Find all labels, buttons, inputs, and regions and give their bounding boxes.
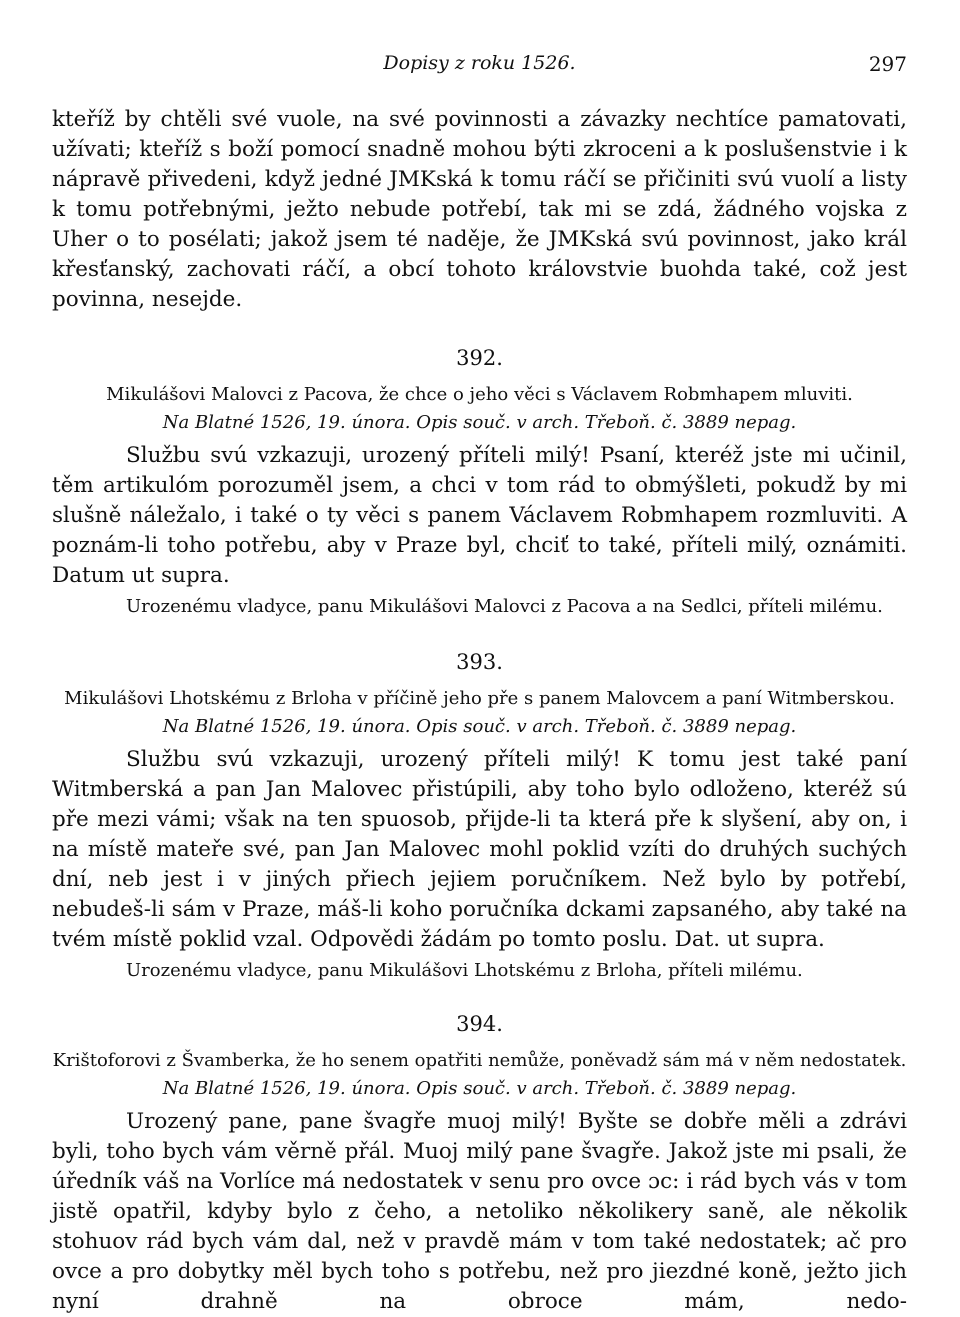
letter-number: 392. [456,346,503,370]
letter-text: Službu svú vzkazuji, urozený příteli milý! K tomu jest také paní Witmberská a pan Jan Malovec přistúpili, aby toho bylo odloženo, kteréž sú pře mezi vámi; však na ten spuosob, přijde-li ta která pře k slyšení, aby on, i na místě mateře své, pan Jan Malovec mohl poklid vzíti do druhých suchých dní, neb jest i v jiných přiech jejiem poručníkem. Než bylo by potřebí, nebudeš-li sám v Praze, máš-li koho poručníka dckami zapsaného, aby také na tvém místě poklid vzal. Odpovědi žádám po tomto poslu. Dat. ut supra. [52,747,907,952]
letter-text: Službu svú vzkazuji, urozený příteli milý! Psaní, kteréž jste mi učinil, těm artikulóm porozuměl jsem, a chci v tom rád to obmýšleti, pokudž by mi slušně náležalo, i také o ty věci s panem Václavem Robmhapem rozmluviti. A poznám-li toho potřebu, aby v Praze byl, chciť to také, příteli milý, oznámiti. Datum ut supra. [52,443,907,588]
page-number: 297 [868,52,907,76]
source-note: Na Blatné 1526, 19. února. Opis souč. v arch. Třeboň. č. 3889 nepag. [162,1078,797,1099]
page-header [52,44,907,78]
letter-number: 393. [456,650,503,674]
source-note: Na Blatné 1526, 19. února. Opis souč. v arch. Třeboň. č. 3889 nepag. [162,716,797,737]
letter-title: Mikulášovi Malovci z Pacova, že chce o jeho věci s Václavem Robmhapem mluviti. [106,384,853,405]
letter-number: 394. [456,1012,503,1036]
source-note: Na Blatné 1526, 19. února. Opis souč. v arch. Třeboň. č. 3889 nepag. [162,412,797,433]
intro-paragraph: kteříž by chtěli své vuole, na své povinnosti a závazky nechtíce pamatovati, užívati; kteříž s boží pomocí snadně mohou býti zkroceni a k poslušenstvie i k nápravě přivedeni, když jedné JMKská k tomu ráčí se přičiniti svú vuolí a listy k tomu potřebnými, ježto nebude potřebí, tak mi se zdá, žádného vojska z Uher o to posélati; jakož jsem té naděje, že JMKská svú povinnost, jako král křesťanský, zachovati ráčí, a obcí tohoto královstvie buohda také, což jest povinna, nesejde. [52,107,907,312]
letter-title: Mikulášovi Lhotskému z Brloha v příčině jeho pře s panem Malovcem a paní Witmberskou. [64,688,895,709]
page [52,44,907,1317]
letter-address: Urozenému vladyce, panu Mikulášovi Lhotskému z Brloha, příteli milému. [126,960,803,981]
running-head: Dopisy z roku 1526. [383,52,576,74]
letter-title: Krištoforovi z Švamberka, že ho senem opatřiti nemůže, poněvadž sám má v něm nedostatek. [52,1050,907,1071]
letter-address: Urozenému vladyce, panu Mikulášovi Malovci z Pacova a na Sedlci, příteli milému. [126,596,883,617]
letter-text: Urozený pane, pane švagře muoj milý! Byšte se dobře měli a zdrávi byli, toho bych vám věrně přál. Muoj milý pane švagře. Jakož jste mi psali, že úředník váš na Vorlíce má nedostatek v senu pro ovce ɔc: i rád bych vás v tom jistě opatřil, kdyby bylo z čeho, a netoliko několikery saně, ale několik stohuov rád bych vám dal, než v pravdě mám v tom také nedostatek; ač pro ovce a pro dobytky měl bych toho s potřebu, než pro jiezdné koně, ježto jich nyní drahně na obroce mám, nedo- [52,1109,907,1314]
page-body [52,105,907,1317]
